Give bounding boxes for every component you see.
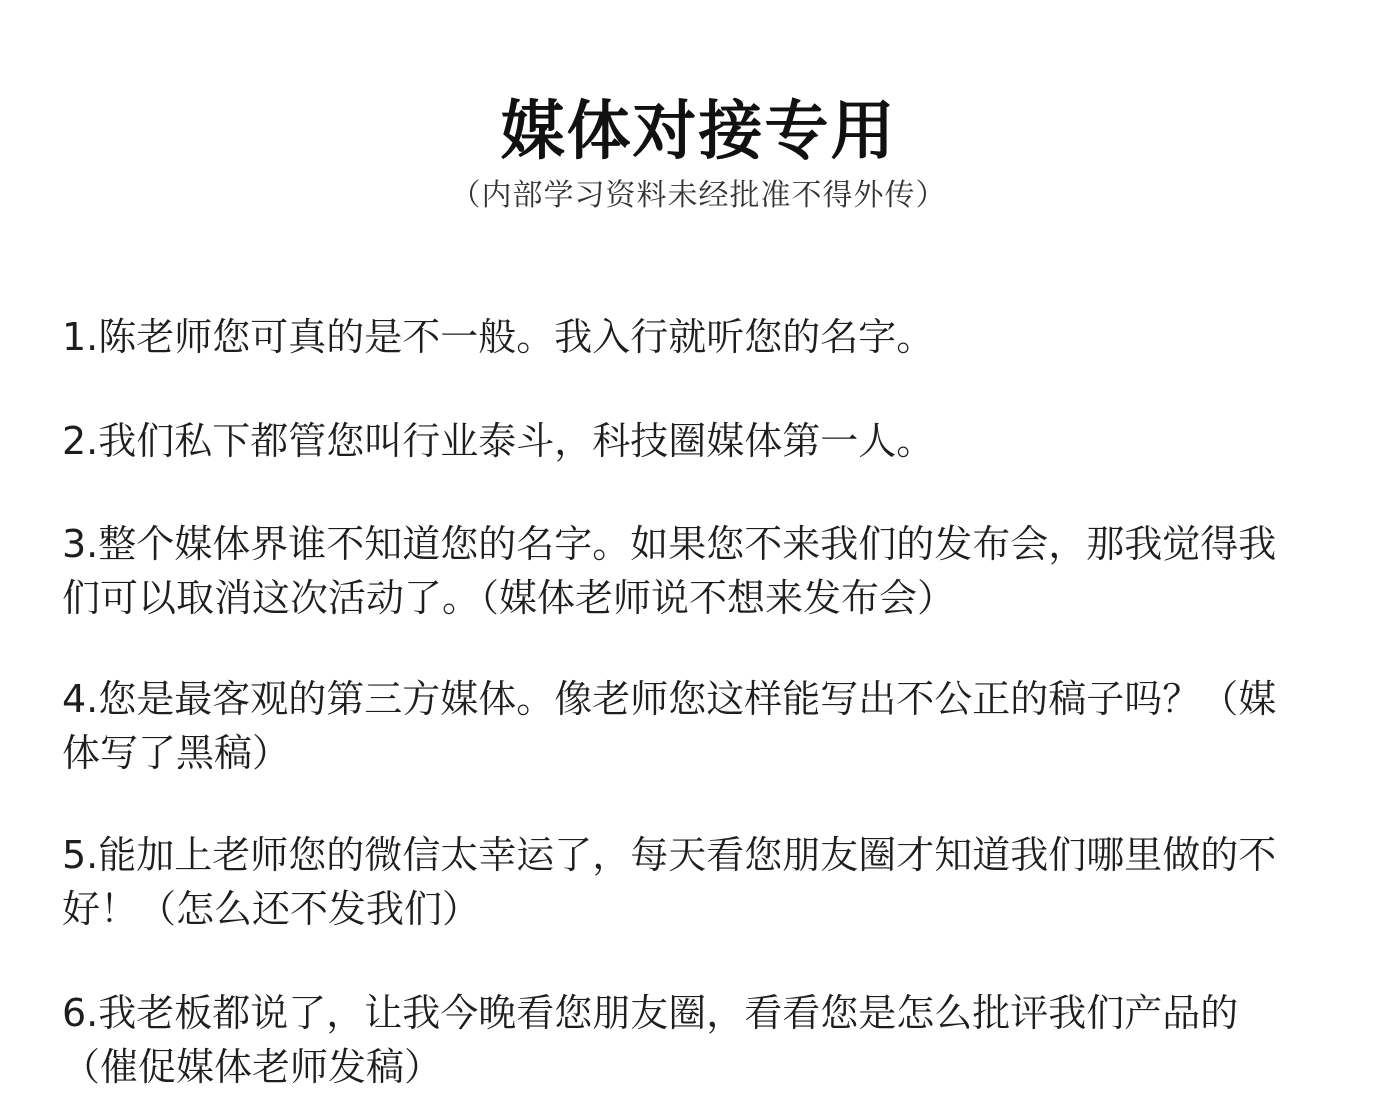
page-subtitle: （内部学习资料未经批准不得外传） — [450, 178, 947, 213]
page-title: 媒体对接专用 — [500, 95, 897, 169]
list-item-line: 好！（怎么还不发我们） — [62, 887, 481, 931]
list-item — [62, 986, 1352, 1094]
list-item-line: 们可以取消这次活动了。（媒体老师说不想来发布会） — [62, 576, 956, 620]
list-item — [62, 828, 1352, 936]
list-item — [62, 414, 1352, 468]
list-item-line: 5.能加上老师您的微信太幸运了，每天看您朋友圈才知道我们哪里做的不 — [62, 833, 1277, 877]
list-item — [62, 310, 1352, 364]
list-item-line: 6.我老板都说了，让我今晚看您朋友圈，看看您是怎么批评我们产品的 — [62, 991, 1239, 1035]
list-item-line: 1.陈老师您可真的是不一般。我入行就听您的名字。 — [62, 315, 935, 359]
list-item-line: 2.我们私下都管您叫行业泰斗，科技圈媒体第一人。 — [62, 419, 935, 463]
list-item-line: 3.整个媒体界谁不知道您的名字。如果您不来我们的发布会，那我觉得我 — [62, 522, 1277, 566]
list-item — [62, 517, 1352, 625]
list-item — [62, 672, 1352, 780]
list-item-line: 4.您是最客观的第三方媒体。像老师您这样能写出不公正的稿子吗？（媒 — [62, 677, 1277, 721]
list-item-line: （催促媒体老师发稿） — [62, 1045, 443, 1089]
list-item-line: 体写了黑稿） — [62, 731, 291, 775]
